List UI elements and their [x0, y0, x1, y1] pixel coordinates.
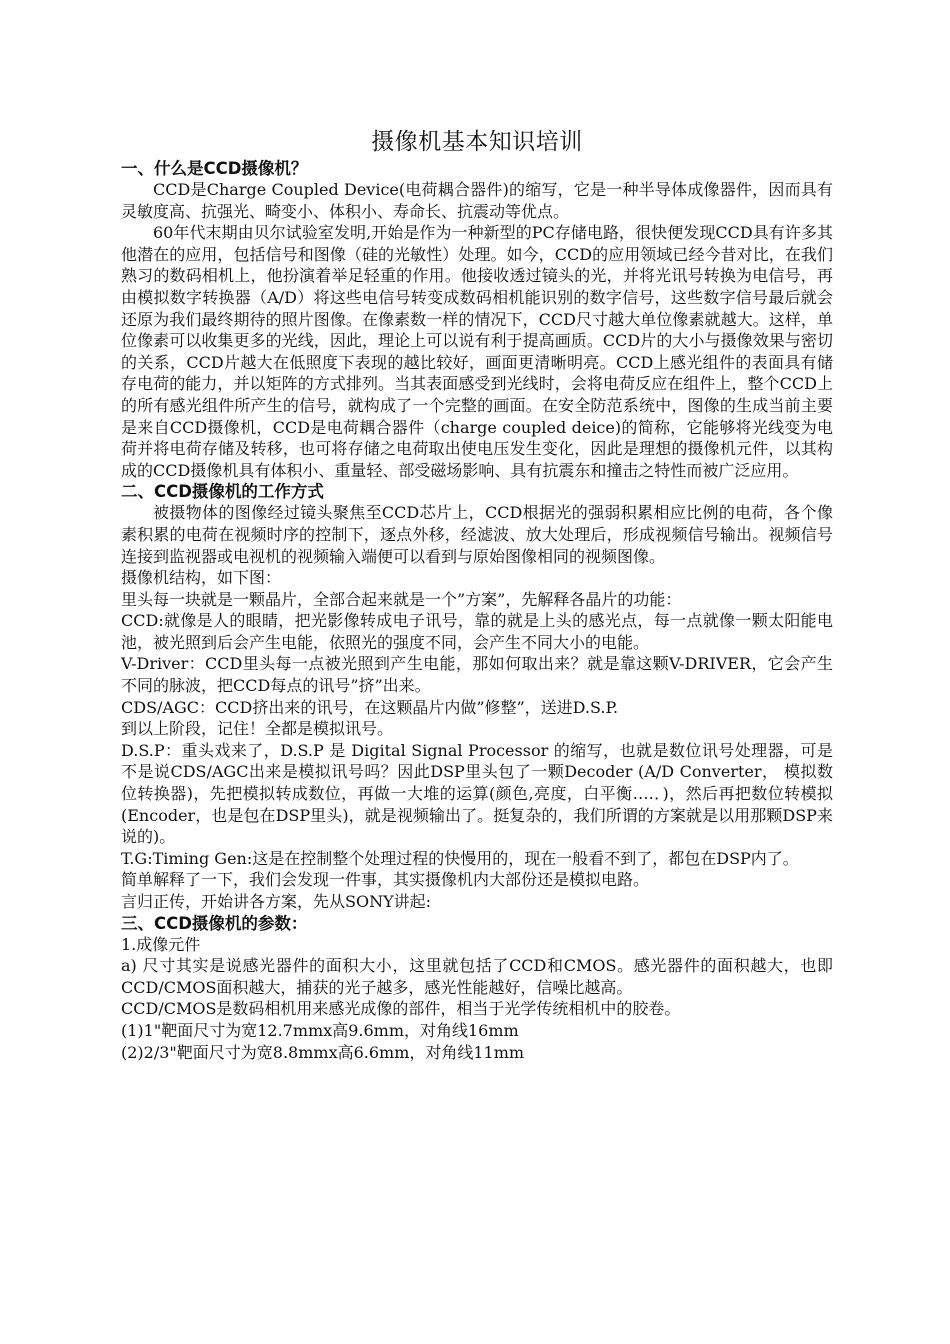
paragraph: (2)2/3"靶面尺寸为宽8.8mmx高6.6mm，对角线11mm — [121, 1042, 525, 1062]
paragraph: T.G:Timing Gen:这是在控制整个处理过程的快慢用的，现在一般看不到了，都包在DSP内了。 — [121, 848, 799, 868]
paragraph: 摄像机结构，如下图： — [121, 568, 282, 588]
section-heading: 三、CCD摄像机的参数： — [121, 913, 308, 933]
paragraph: 言归正传，开始讲各方案，先从SONY讲起: — [121, 892, 432, 911]
document-page — [121, 126, 833, 1063]
document-title: 摄像机基本知识培训 — [371, 129, 583, 155]
document-body — [121, 158, 833, 1063]
paragraph: (1)1"靶面尺寸为宽12.7mmx高9.6mm，对角线16mm — [121, 1020, 519, 1040]
paragraph: D.S.P：重头戏来了，D.S.P 是 Digital Signal Processor 的缩写，也就是数位讯号处理器，可是不是说CDS/AGC出来是模拟讯号吗？因此DSP里头包了一颗Decoder (A/D Converter， 模拟数位转换器)，先把模拟转成数位，再做一大堆的运算(颜色,亮度，白平衡….．)，然后再把数位转模拟(Encoder，也是包在DSP里头)，就是视频输出了。挺复杂的，我们所谓的方案就是以用那颗DSP来说的)。 — [121, 740, 833, 847]
paragraph: 60年代末期由贝尔试验室发明,开始是作为一种新型的PC存储电路，很快便发现CCD具有许多其他潜在的应用，包括信号和图像（硅的光敏性）处理。如今，CCD的应用领域已经今昔对比，在我们熟习的数码相机上，他扮演着举足轻重的作用。他接收透过镜头的光，并将光讯号转换为电信号，再由模拟数字转换器（A/D）将这些电信号转变成数码相机能识别的数字信号，这些数字信号最后就会还原为我们最终期待的照片图像。在像素数一样的情况下，CCD尺寸越大单位像素就越大。这样，单位像素可以收集更多的光线，因此，理论上可以说有利于提高画质。CCD片的大小与摄像效果与密切的关系，CCD片越大在低照度下表现的越比较好，画面更清晰明亮。CCD上感光组件的表面具有储存电荷的能力，并以矩阵的方式排列。当其表面感受到光线时，会将电荷反应在组件上，整个CCD上的所有感光组件所产生的信号，就构成了一个完整的画面。在安全防范系统中，图像的生成当前主要是来自CCD摄像机，CCD是电荷耦合器件（charge coupled deice)的简称，它能够将光线变为电荷并将电荷存储及转移，也可将存储之电荷取出使电压发生变化，因此是理想的摄像机元件，以其构成的CCD摄像机具有体积小、重量轻、部受磁场影响、具有抗震东和撞击之特性而被广泛应用。 — [121, 223, 833, 480]
paragraph: 到以上阶段，记住！全都是模拟讯号。 — [121, 719, 394, 739]
paragraph: CDS/AGC：CCD挤出来的讯号，在这颗晶片内做”修整”，送进D.S.P. — [121, 697, 619, 717]
paragraph: CCD:就像是人的眼睛，把光影像转成电子讯号，靠的就是上头的感光点，每一点就像一颗太阳能电池，被光照到后会产生电能，依照光的强度不同，会产生不同大小的电能。 — [121, 611, 833, 652]
paragraph: 里头每一块就是一颗晶片，全部合起来就是一个”方案”，先解释各晶片的功能： — [121, 589, 682, 609]
paragraph: CCD是Charge Coupled Device(电荷耦合器件)的缩写，它是一种半导体成像器件，因而具有灵敏度高、抗强光、畸变小、体积小、寿命长、抗震动等优点。 — [121, 180, 833, 221]
section-heading: 二、CCD摄像机的工作方式 — [121, 482, 324, 502]
paragraph: V-Driver：CCD里头每一点被光照到产生电能，那如何取出来？就是靠这颗V-DRIVER，它会产生不同的脉波，把CCD每点的讯号”挤”出来。 — [121, 654, 833, 696]
paragraph: 1.成像元件 — [121, 934, 201, 954]
paragraph: 简单解释了一下，我们会发现一件事，其实摄像机内大部份还是模拟电路。 — [121, 870, 650, 890]
paragraph: a) 尺寸其实是说感光器件的面积大小，这里就包括了CCD和CMOS。感光器件的面积越大，也即CCD/CMOS面积越大，捕获的光子越多，感光性能越好，信噪比越高。 — [121, 956, 833, 997]
paragraph: CCD/CMOS是数码相机用来感光成像的部件，相当于光学传统相机中的胶卷。 — [121, 999, 681, 1019]
paragraph: 被摄物体的图像经过镜头聚焦至CCD芯片上，CCD根据光的强弱积累相应比例的电荷，各个像素积累的电荷在视频时序的控制下，逐点外移，经滤波、放大处理后，形成视频信号输出。视频信号连接到监视器或电视机的视频输入端便可以看到与原始图像相同的视频图像。 — [121, 503, 833, 566]
section-heading: 一、什么是CCD摄像机？ — [121, 159, 308, 178]
